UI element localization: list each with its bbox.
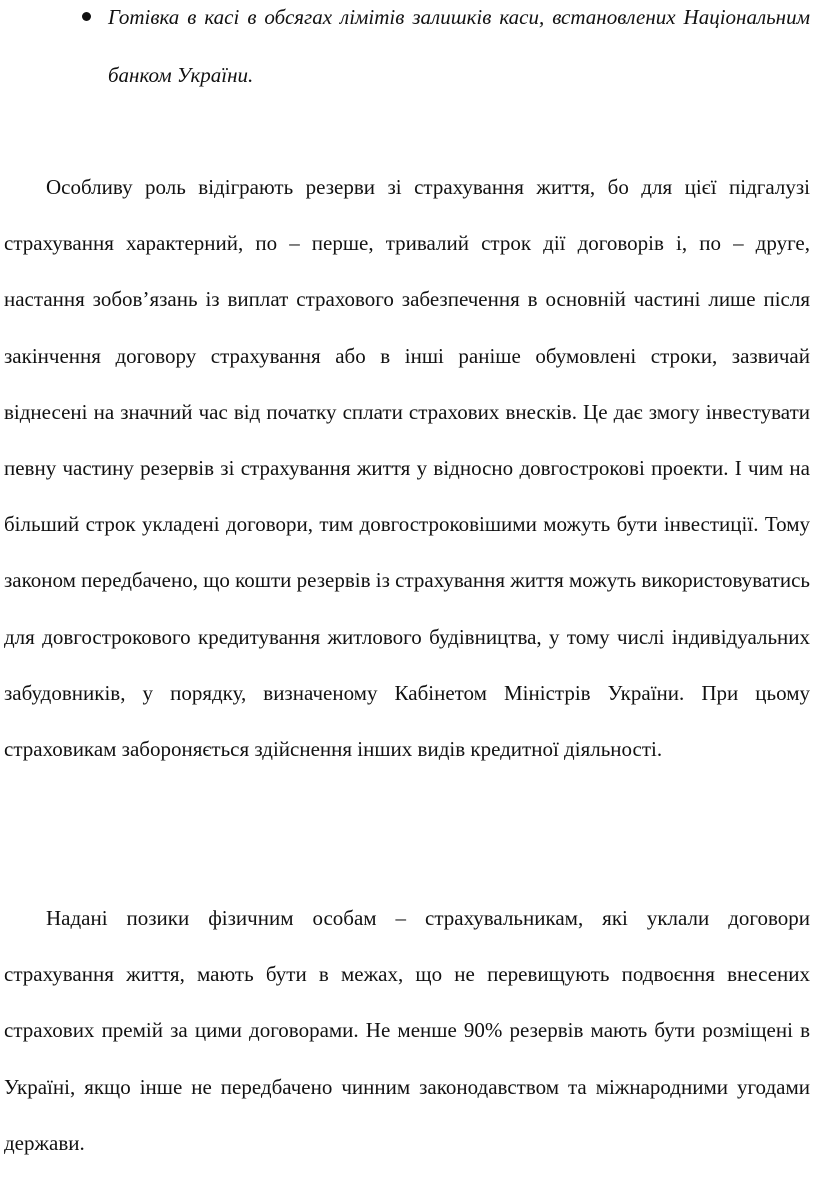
bullet-dot-icon [82,12,91,21]
paragraph-life-insurance-reserves: Особливу роль відіграють резерви зі страхування життя, бо для цієї підгалузі страхування характерний, по – перше, тривалий строк дії договорів і, по – друге, настання зобов’язань із виплат страхового забезпечення в основній частині лише після закінчення договору страхування або в інші раніше обумовлені строки, зазвичай віднесені на значний час від початку сплати страхових внесків. Це дає змогу інвестувати певну частину резервів зі страхування життя у відносно довгострокові проекти. І чим на більший строк укладені договори, тим довгостроковішими можуть бути інвестиції. Тому законом передбачено, що кошти резервів із страхування життя можуть використовуватись для довгострокового кредитування житлового будівництва, у тому числі індивідуальних забудовників, у порядку, визначеному Кабінетом Міністрів України. При цьому страховикам забороняється здійснення інших видів кредитної діяльності. [4,175,810,762]
paragraph-loans-to-individuals: Надані позики фізичним особам – страхувальникам, які уклали договори страхування життя, мають бути в межах, що не перевищують подвоєння внесених страхових премій за цими договорами. Не менше 90% резервів мають бути розміщені в Україні, якщо інше не передбачено чинним законодавством та міжнародними угодами держави. [4,906,810,1155]
bullet-text: Готівка в касі в обсягах лімітів залишків каси, встановлених Національним банком України. [108,5,810,87]
